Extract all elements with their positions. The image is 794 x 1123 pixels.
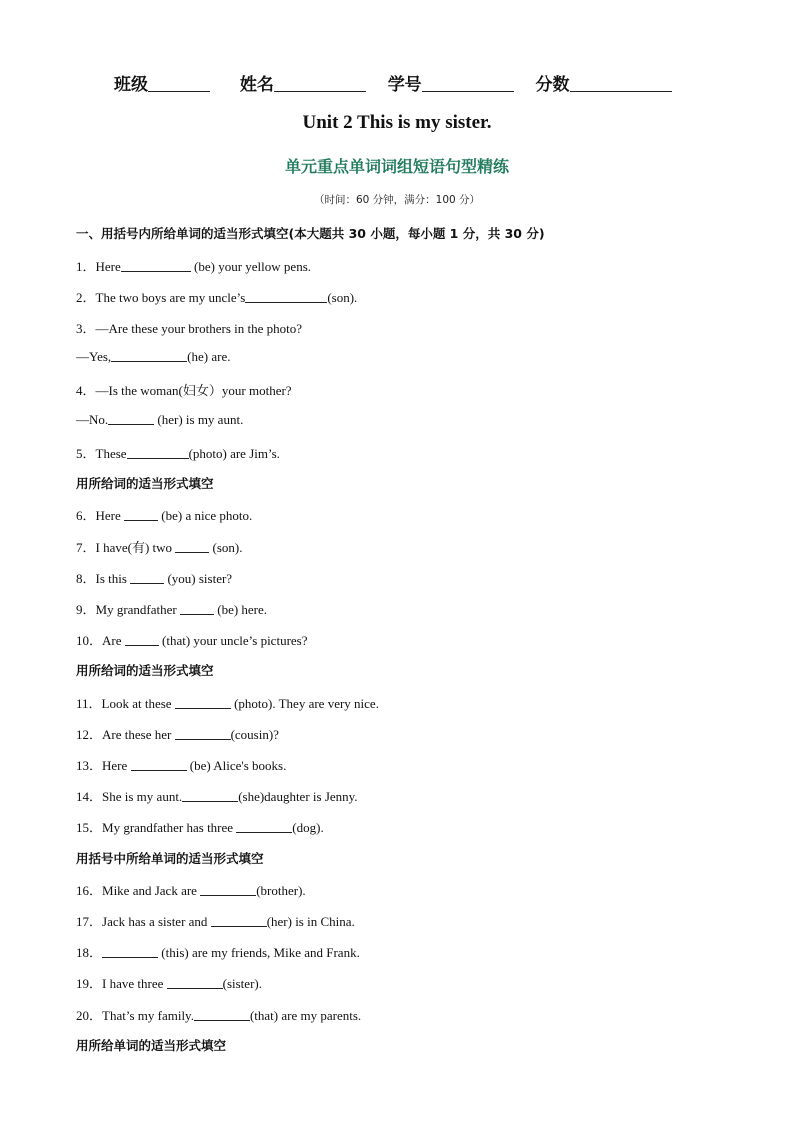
subsection-heading: 用括号中所给单词的适当形式填空	[76, 851, 264, 866]
answer-blank[interactable]	[124, 508, 158, 521]
question-number: 1．	[76, 259, 96, 274]
answer-blank[interactable]	[102, 945, 158, 958]
question-5	[76, 443, 280, 462]
question-text: (be) here.	[213, 602, 268, 617]
question-text: (sister).	[222, 976, 262, 991]
question-16	[76, 880, 306, 899]
question-number: 10．	[76, 633, 103, 648]
question-number: 16．	[76, 883, 103, 898]
question-text: My grandfather	[95, 602, 180, 617]
question-3	[76, 318, 302, 337]
question-number: 6．	[76, 508, 96, 523]
question-text: (she)daughter is Jenny.	[238, 789, 358, 804]
question-text: (be) Alice's books.	[186, 758, 287, 773]
question-number: 15．	[76, 820, 103, 835]
answer-blank[interactable]	[167, 976, 223, 989]
question-17	[76, 911, 355, 930]
answer-blank[interactable]	[175, 540, 209, 553]
question-text: (this) are my friends, Mike and Frank.	[158, 945, 360, 960]
student-id-blank	[422, 75, 514, 92]
question-text: —Is the woman(妇女）your mother?	[95, 383, 292, 398]
question-8	[76, 568, 232, 587]
score-blank	[570, 75, 672, 92]
question-7	[76, 537, 243, 556]
question-text: (be) your yellow pens.	[190, 259, 311, 274]
question-number: 13．	[76, 758, 103, 773]
answer-blank[interactable]	[125, 633, 159, 646]
question-number: 7．	[76, 540, 96, 555]
question-14	[76, 786, 358, 805]
question-number: 8．	[76, 571, 96, 586]
answer-blank[interactable]	[111, 349, 187, 362]
score-label: 分数	[535, 75, 570, 95]
question-text: Here	[95, 259, 121, 274]
question-text: (brother).	[256, 883, 306, 898]
answer-blank[interactable]	[236, 820, 292, 833]
question-number: 5．	[76, 446, 96, 461]
question-text: My grandfather has three	[102, 820, 237, 835]
question-number: 17．	[76, 914, 103, 929]
question-text: (cousin)?	[230, 727, 279, 742]
question-number: 20．	[76, 1008, 103, 1023]
question-19	[76, 973, 262, 992]
question-text: Is this	[95, 571, 131, 586]
question-text: —No.	[76, 412, 109, 427]
question-9	[76, 599, 267, 618]
question-number: 11．	[76, 696, 102, 711]
answer-blank[interactable]	[127, 446, 189, 459]
answer-blank[interactable]	[194, 1008, 250, 1021]
question-text: These	[95, 446, 127, 461]
question-number: 4．	[76, 383, 96, 398]
question-text: Mike and Jack are	[102, 883, 201, 898]
answer-blank[interactable]	[175, 696, 231, 709]
question-text: Are these her	[102, 727, 175, 742]
answer-blank[interactable]	[200, 883, 256, 896]
question-text: (her) is my aunt.	[154, 412, 244, 427]
question-text: Here	[102, 758, 131, 773]
answer-blank[interactable]	[108, 412, 154, 425]
question-text: That’s my family.	[102, 1008, 194, 1023]
answer-blank[interactable]	[180, 602, 214, 615]
answer-blank[interactable]	[245, 290, 327, 303]
answer-blank[interactable]	[131, 758, 187, 771]
answer-blank[interactable]	[121, 259, 191, 272]
answer-blank[interactable]	[130, 571, 164, 584]
question-text: I have three	[102, 976, 167, 991]
question-13	[76, 755, 286, 774]
question-18	[76, 942, 360, 961]
question-1	[76, 256, 311, 275]
time-note: （时间：60 分钟，满分：100 分）	[313, 194, 481, 206]
student-id-label: 学号	[387, 75, 422, 95]
page-title: Unit 2 This is my sister.	[302, 112, 492, 133]
question-4-answer	[76, 412, 243, 428]
question-4	[76, 380, 292, 399]
question-text: (be) a nice photo.	[158, 508, 253, 523]
name-blank	[274, 75, 366, 92]
question-text: Are	[102, 633, 125, 648]
question-number: 18．	[76, 945, 103, 960]
subsection-heading: 用所给词的适当形式填空	[76, 476, 214, 491]
class-label: 班级	[114, 75, 148, 95]
question-text: (photo) are Jim’s.	[188, 446, 280, 461]
question-11	[76, 693, 379, 712]
question-text: (that) your uncle’s pictures?	[158, 633, 308, 648]
question-text: I have(有) two	[95, 540, 176, 555]
question-text: (dog).	[292, 820, 324, 835]
question-text: (photo). They are very nice.	[230, 696, 379, 711]
question-text: —Yes,	[76, 349, 112, 364]
page-subtitle: 单元重点单词词组短语句型精练	[284, 157, 509, 176]
question-text: The two boys are my uncle’s	[95, 290, 246, 305]
question-text: —Are these your brothers in the photo?	[95, 321, 303, 336]
question-text: (that) are my parents.	[249, 1008, 362, 1023]
subsection-heading: 用所给单词的适当形式填空	[76, 1038, 227, 1053]
question-10	[76, 630, 308, 649]
subsection-heading: 用所给词的适当形式填空	[76, 663, 214, 678]
student-info-header	[114, 70, 674, 95]
question-text: (son).	[327, 290, 358, 305]
question-2	[76, 287, 357, 306]
question-text: Here	[95, 508, 125, 523]
question-number: 19．	[76, 976, 103, 991]
question-number: 2．	[76, 290, 96, 305]
question-text: (he) are.	[187, 349, 231, 364]
question-text: (son).	[209, 540, 243, 555]
question-3-answer	[76, 349, 230, 365]
question-number: 14．	[76, 789, 103, 804]
question-text: She is my aunt.	[102, 789, 183, 804]
question-12	[76, 724, 279, 743]
answer-blank[interactable]	[182, 789, 238, 802]
question-20	[76, 1005, 361, 1024]
question-text: (you) sister?	[164, 571, 233, 586]
question-number: 3．	[76, 321, 96, 336]
answer-blank[interactable]	[175, 727, 231, 740]
class-blank	[148, 75, 210, 92]
answer-blank[interactable]	[211, 914, 267, 927]
question-number: 9．	[76, 602, 96, 617]
question-text: Look at these	[101, 696, 175, 711]
question-text: (her) is in China.	[266, 914, 355, 929]
name-label: 姓名	[239, 75, 274, 95]
section-heading: 一、用括号内所给单词的适当形式填空(本大题共 30 小题，每小题 1 分，共 30 分)	[76, 226, 545, 241]
question-number: 12．	[76, 727, 103, 742]
question-6	[76, 505, 252, 524]
question-15	[76, 817, 324, 836]
question-text: Jack has a sister and	[102, 914, 211, 929]
